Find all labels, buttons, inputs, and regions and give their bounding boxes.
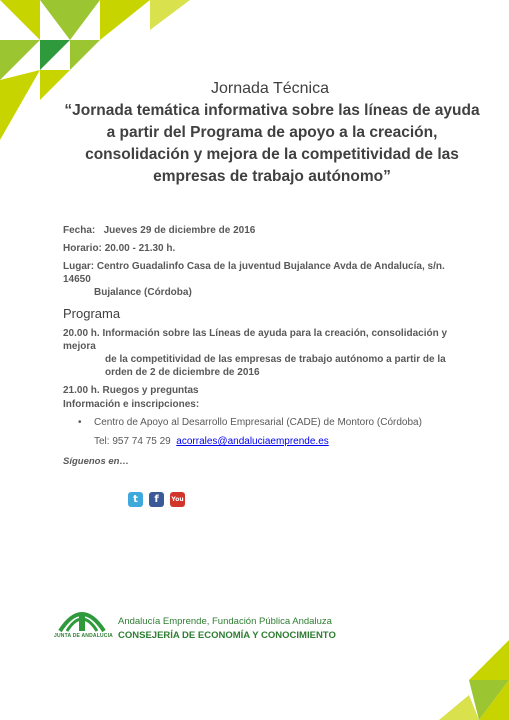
info-list-item <box>78 416 422 429</box>
program-item <box>63 384 473 397</box>
info-heading: Información e inscripciones: <box>63 399 200 410</box>
program-list <box>63 327 473 402</box>
decorative-triangles-bottom-right <box>439 640 509 720</box>
org-name: Andalucía Emprende, Fundación Pública Andaluza <box>118 616 332 627</box>
date-value: Jueves 29 de diciembre de 2016 <box>103 225 256 236</box>
contact-line <box>94 436 329 447</box>
location-value-line2: Bujalance (Córdoba) <box>94 287 192 298</box>
facebook-icon[interactable]: f <box>149 492 164 507</box>
program-item-time: 21.00 h. <box>63 385 100 396</box>
twitter-icon[interactable]: t <box>128 492 143 507</box>
program-item-text-cont: de la competitividad de las empresas de trabajo autónomo a partir de la orden de 2 de diciembre de 2016 <box>105 354 446 378</box>
social-icons <box>128 492 185 507</box>
location-label: Lugar: <box>63 261 95 272</box>
logo-caption: JUNTA DE ANDALUCIA <box>54 633 113 639</box>
time-label: Horario: <box>63 243 102 254</box>
program-heading: Programa <box>63 306 121 321</box>
page-title: Jornada Técnica <box>211 80 329 97</box>
bullet-icon: • <box>78 417 82 428</box>
time-row <box>63 242 473 255</box>
time-value: 20.00 - 21.30 h. <box>104 243 176 254</box>
program-item-text: Ruegos y preguntas <box>102 385 199 396</box>
junta-andalucia-logo-icon <box>52 603 112 633</box>
program-item <box>63 327 473 379</box>
date-row <box>63 224 473 237</box>
follow-us-label: Síguenos en… <box>63 456 129 467</box>
email-link[interactable]: acorrales@andaluciaemprende.es <box>176 436 329 447</box>
program-item-time: 20.00 h. <box>63 328 100 339</box>
event-subtitle: “Jornada temática informativa sobre las líneas de ayuda a partir del Programa de apoyo a la creación, consolidación y mejora de la competitividad de las empresas de trabajo autónomo” <box>64 102 480 185</box>
youtube-icon[interactable]: You <box>170 492 185 507</box>
date-label: Fecha: <box>63 225 96 236</box>
location-row <box>63 260 473 299</box>
program-item-text: Información sobre las Líneas de ayuda para la creación, consolidación y mejora <box>63 328 448 352</box>
phone-text: Tel: 957 74 75 29 <box>94 436 171 447</box>
centro-text: Centro de Apoyo al Desarrollo Empresarial (CADE) de Montoro (Córdoba) <box>94 417 422 428</box>
info-list <box>78 416 422 429</box>
ministry-name: CONSEJERÍA DE ECONOMÍA Y CONOCIMIENTO <box>118 630 336 641</box>
location-value-line1: Centro Guadalinfo Casa de la juventud Bujalance Avda de Andalucía, s/n. 14650 <box>63 261 445 285</box>
event-details <box>63 224 473 304</box>
